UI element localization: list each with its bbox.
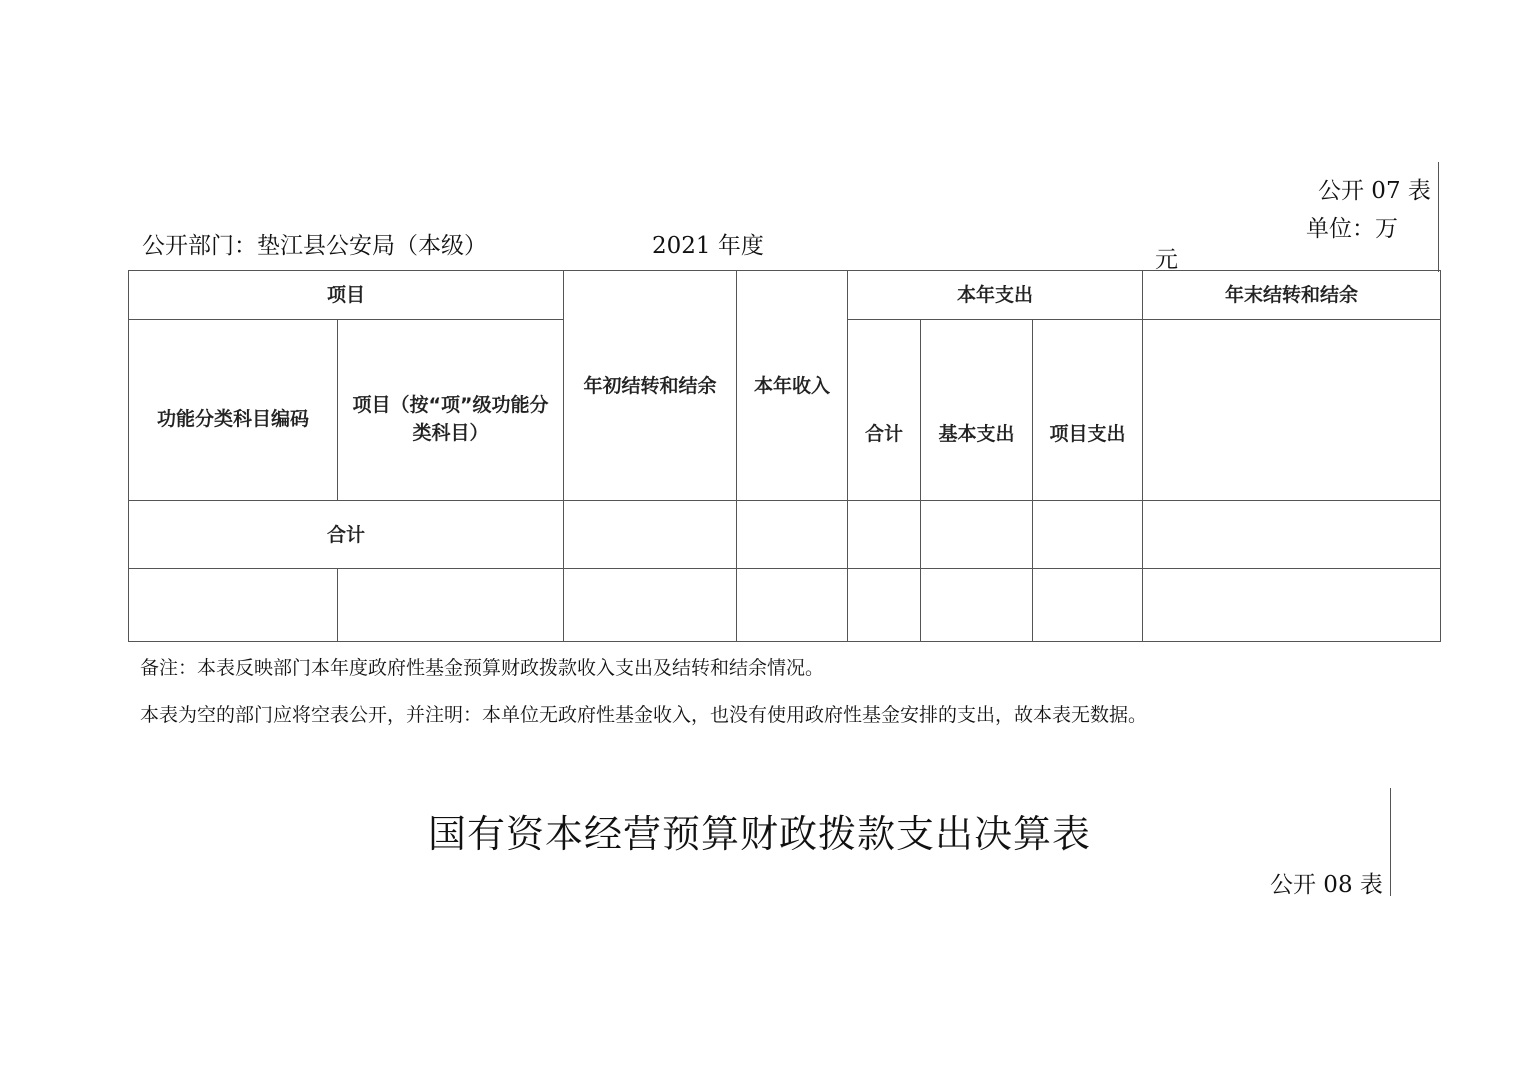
header-begin-balance: 年初结转和结余 [564, 271, 737, 501]
total-basic-cell [921, 501, 1033, 569]
header-end-balance-sub [1143, 320, 1441, 501]
section-title: 国有资本经营预算财政拨款支出决算表 [428, 812, 1092, 856]
header-income: 本年收入 [737, 271, 848, 501]
table-cell [1143, 569, 1441, 642]
table-cell [1033, 569, 1143, 642]
header-end-balance: 年末结转和结余 [1143, 271, 1441, 320]
total-row-label: 合计 [129, 501, 564, 569]
fiscal-year: 2021 年度 [652, 233, 764, 259]
form-number-07: 公开 07 表 [1318, 178, 1431, 204]
table-cell [564, 569, 737, 642]
table-note-1: 备注：本表反映部门本年度政府性基金预算财政拨款收入支出及结转和结余情况。 [140, 657, 825, 679]
table-cell [921, 569, 1033, 642]
total-income-cell [737, 501, 848, 569]
department-label: 公开部门：垫江县公安局（本级） [142, 233, 487, 259]
page-margin-line [1390, 788, 1391, 896]
table-total-row [129, 501, 1441, 569]
table-row [129, 569, 1441, 642]
header-item: 项目 [129, 271, 564, 320]
form-number-08: 公开 08 表 [1270, 872, 1383, 898]
unit-label: 单位：万 [1306, 216, 1398, 242]
table-cell [338, 569, 564, 642]
unit-label-continued: 元 [1155, 247, 1178, 273]
header-item-by-class: 项目（按“项”级功能分类科目） [338, 320, 564, 501]
total-begin-balance-cell [564, 501, 737, 569]
total-project-cell [1033, 501, 1143, 569]
total-expenditure-cell [848, 501, 921, 569]
government-fund-table [128, 270, 1441, 642]
table-cell [848, 569, 921, 642]
header-function-code: 功能分类科目编码 [129, 320, 338, 501]
table-cell [737, 569, 848, 642]
header-project-expenditure: 项目支出 [1033, 320, 1143, 501]
total-end-balance-cell [1143, 501, 1441, 569]
header-expenditure-total: 合计 [848, 320, 921, 501]
table-note-2: 本表为空的部门应将空表公开，并注明：本单位无政府性基金收入，也没有使用政府性基金安排的支出，故本表无数据。 [140, 704, 1148, 726]
page-margin-line [1438, 162, 1439, 272]
table-cell [129, 569, 338, 642]
header-expenditure: 本年支出 [848, 271, 1143, 320]
header-basic-expenditure: 基本支出 [921, 320, 1033, 501]
table-header-row-1 [129, 271, 1441, 320]
